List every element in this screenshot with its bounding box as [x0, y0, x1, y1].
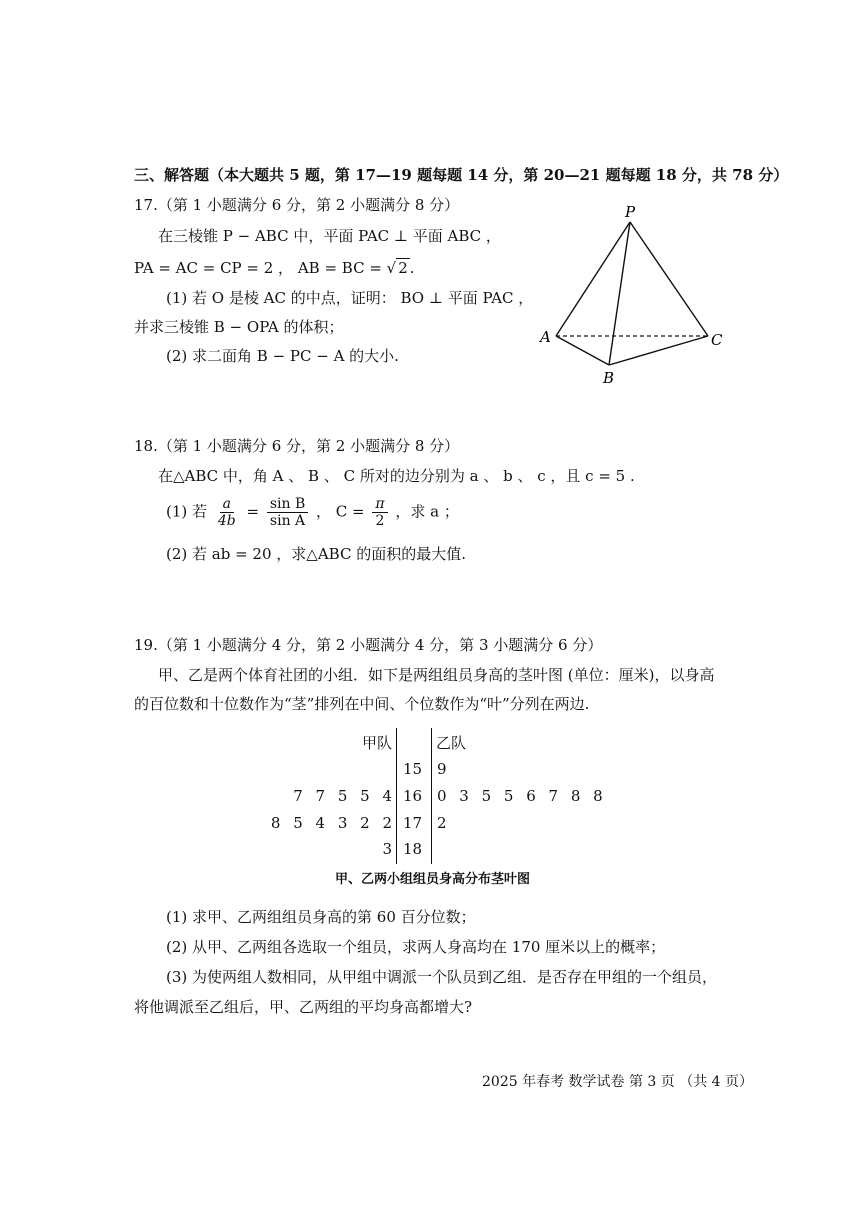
stem-row-2-right: 0 3 5 5 6 7 8 8	[437, 787, 603, 805]
stem-row-4-stem: 18	[403, 840, 423, 858]
q17-line2	[134, 259, 415, 277]
fraction-a-over-4b	[215, 496, 239, 529]
q19-part3a: (3) 为使两组人数相同，从甲组中调派一个队员到乙组．是否存在甲组的一个组员，	[166, 968, 718, 986]
equals-sign: =	[246, 502, 260, 521]
label-P: P	[625, 203, 636, 221]
q18-part1-prefix: (1) 若	[166, 502, 208, 521]
sqrt-symbol: √ 2	[386, 259, 408, 277]
frac3-num: π	[372, 496, 387, 513]
q19-header: 19.（第 1 小题满分 4 分，第 2 小题满分 4 分，第 3 小题满分 6 分）	[134, 636, 603, 654]
frac1-num: a	[220, 496, 234, 513]
edge-AB	[556, 336, 609, 365]
stem-row-3-right: 2	[437, 814, 447, 832]
fraction-sinB-over-sinA	[267, 496, 308, 529]
q18-part2: (2) 若 ab = 20 ，求△ABC 的面积的最大值.	[166, 545, 466, 563]
frac2-den: sin A	[269, 513, 306, 530]
section-heading: 三、解答题（本大题共 5 题，第 17—19 题每题 14 分，第 20—21 题每题 18 分，共 78 分）	[134, 166, 789, 184]
q18-line1: 在△ABC 中，角 A 、 B 、 C 所对的边分别为 a 、 b 、 c ，且 c = 5 .	[158, 467, 635, 485]
q17-header: 17.（第 1 小题满分 6 分，第 2 小题满分 8 分）	[134, 196, 460, 214]
stem-row-2-left: 7 7 5 5 4	[293, 787, 392, 805]
q17-line2-suffix: .	[409, 259, 415, 277]
fraction-pi-over-2	[372, 496, 387, 529]
edge-PA	[556, 222, 630, 336]
edge-PB	[609, 222, 630, 365]
q18-part1-suffix: ，求 a ；	[395, 502, 459, 521]
stem-row-2-stem: 16	[403, 787, 423, 805]
left-title: 甲队	[362, 734, 393, 752]
edge-BC	[609, 336, 708, 365]
q19-part2: (2) 从甲、乙两组各选取一个组员，求两人身高均在 170 厘米以上的概率；	[166, 938, 666, 956]
q17-part2: (2) 求二面角 B − PC − A 的大小.	[166, 347, 399, 365]
stem-row-1-right: 9	[437, 760, 447, 778]
label-C: C	[711, 331, 723, 349]
q17-part1b: 并求三棱锥 B − OPA 的体积；	[134, 318, 344, 336]
q18-part1-mid: ， C =	[316, 502, 365, 521]
stem-row-3-stem: 17	[403, 814, 423, 832]
pyramid-figure	[530, 200, 730, 390]
page-footer: 2025 年春考 数学试卷 第 3 页 （共 4 页）	[482, 1074, 754, 1090]
stem-row-1-stem: 15	[403, 760, 423, 778]
stem-leaf-diagram	[270, 728, 610, 868]
q18-part1	[166, 496, 459, 529]
frac1-den: 4b	[217, 513, 236, 530]
divider-right	[431, 728, 432, 864]
label-A: A	[540, 328, 551, 346]
q19-intro2: 的百位数和十位数作为“茎”排列在中间、个位数作为“叶”分列在两边.	[134, 695, 590, 713]
q19-part3b: 将他调派至乙组后，甲、乙两组的平均身高都增大?	[134, 998, 473, 1016]
q19-part1: (1) 求甲、乙两组组员身高的第 60 百分位数；	[166, 908, 476, 926]
q17-line2-prefix: PA = AC = CP = 2 ， AB = BC =	[134, 259, 387, 277]
edge-PC	[630, 222, 708, 336]
q18-header: 18.（第 1 小题满分 6 分，第 2 小题满分 8 分）	[134, 437, 460, 455]
q19-intro1: 甲、乙是两个体育社团的小组．如下是两组组员身高的茎叶图 (单位：厘米)，以身高	[158, 666, 715, 684]
q17-line1: 在三棱锥 P − ABC 中，平面 PAC ⊥ 平面 ABC ，	[158, 227, 501, 245]
frac2-num: sin B	[267, 496, 308, 513]
q17-line2-sqrt: 2	[398, 259, 408, 277]
stem-row-3-left: 8 5 4 3 2 2	[270, 814, 392, 832]
label-B: B	[603, 369, 615, 387]
divider-left	[396, 728, 397, 864]
right-title: 乙队	[436, 734, 467, 752]
frac3-den: 2	[375, 513, 385, 530]
stem-leaf-caption: 甲、乙两小组组员身高分布茎叶图	[335, 872, 531, 887]
stem-row-4-left: 3	[382, 840, 392, 858]
q17-part1a: (1) 若 O 是棱 AC 的中点，证明： BO ⊥ 平面 PAC ，	[166, 289, 534, 307]
